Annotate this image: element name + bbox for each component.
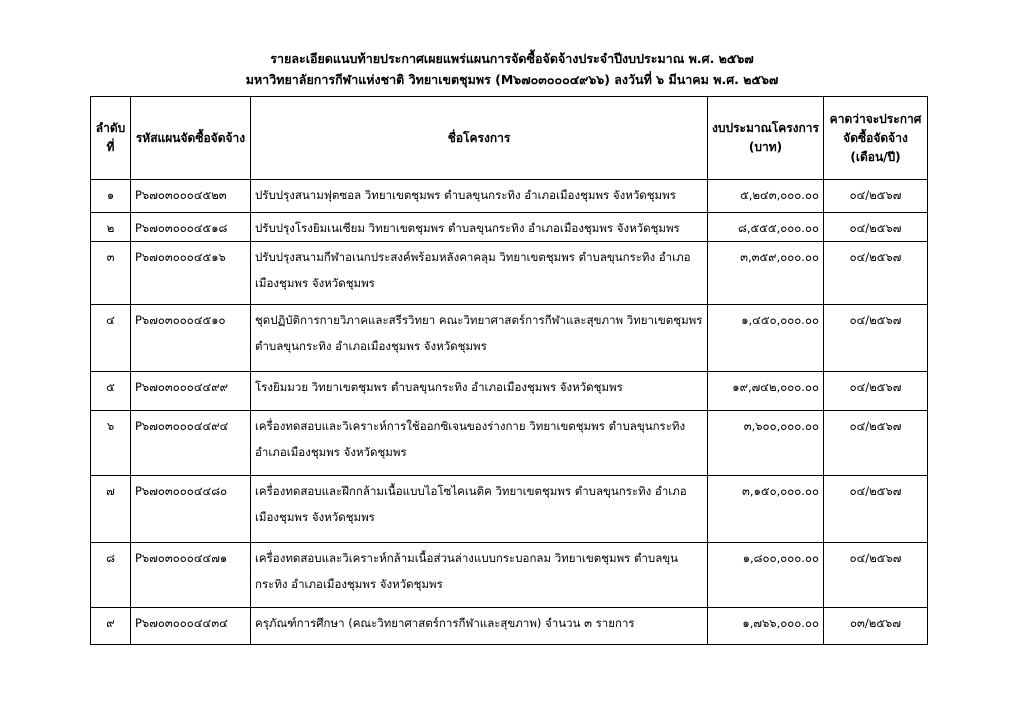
row-date: ๐๔/๒๕๖๗: [824, 180, 928, 213]
row-budget: ๓,๑๕๐,๐๐๐.๐๐: [708, 476, 824, 543]
row-budget: ๓,๓๕๙,๐๐๐.๐๐: [708, 242, 824, 305]
row-date: ๐๔/๒๕๖๗: [824, 305, 928, 372]
row-no: ๖: [91, 411, 131, 476]
row-date: ๐๓/๒๕๖๗: [824, 608, 928, 645]
document-title-line-1: รายละเอียดแนบท้ายประกาศเผยแพร่แผนการจัดซื้อจัดจ้างประจำปีงบประมาณ พ.ศ. ๒๕๖๗: [270, 51, 754, 66]
header-budget: งบประมาณโครงการ (บาท): [708, 97, 824, 180]
row-name: ชุดปฏิบัติการกายวิภาคและสรีรวิทยา คณะวิทยาศาสตร์การกีฬาและสุขภาพ วิทยาเขตชุมพร ตำบลขุนกระทิง อำเภอเมืองชุมพร จังหวัดชุมพร: [251, 305, 708, 372]
row-date: ๐๔/๒๕๖๗: [824, 213, 928, 242]
table-row: [91, 372, 928, 411]
header-date: คาดว่าจะประกาศจัดซื้อจัดจ้าง (เดือน/ปี): [824, 97, 928, 180]
row-code: P๖๗๐๓๐๐๐๔๔๘๐: [131, 476, 251, 543]
table-row: [91, 180, 928, 213]
row-name: ครุภัณฑ์การศึกษา (คณะวิทยาศาสตร์การกีฬาและสุขภาพ) จำนวน ๓ รายการ: [251, 608, 708, 645]
row-date: ๐๔/๒๕๖๗: [824, 476, 928, 543]
row-date: ๐๔/๒๕๖๗: [824, 543, 928, 608]
table-row: [91, 213, 928, 242]
row-code: P๖๗๐๓๐๐๐๔๔๓๔: [131, 608, 251, 645]
row-no: ๓: [91, 242, 131, 305]
row-code: P๖๗๐๓๐๐๐๔๕๑๘: [131, 213, 251, 242]
row-no: ๒: [91, 213, 131, 242]
row-date: ๐๔/๒๕๖๗: [824, 242, 928, 305]
row-name: เครื่องทดสอบและวิเคราะห์กล้ามเนื้อส่วนล่างแบบกระบอกลม วิทยาเขตชุมพร ตำบลขุนกระทิง อำเภอเมืองชุมพร จังหวัดชุมพร: [251, 543, 708, 608]
row-budget: ๑,๔๕๐,๐๐๐.๐๐: [708, 305, 824, 372]
table-row: [91, 476, 928, 543]
procurement-plan-table: [90, 96, 928, 645]
table-row: [91, 543, 928, 608]
row-no: ๗: [91, 476, 131, 543]
row-budget: ๓,๖๐๐,๐๐๐.๐๐: [708, 411, 824, 476]
row-code: P๖๗๐๓๐๐๐๔๕๑๐: [131, 305, 251, 372]
header-name: ชื่อโครงการ: [251, 97, 708, 180]
table-row: [91, 608, 928, 645]
row-no: ๑: [91, 180, 131, 213]
row-code: P๖๗๐๓๐๐๐๔๕๑๖: [131, 242, 251, 305]
row-no: ๕: [91, 372, 131, 411]
row-name: โรงยิมมวย วิทยาเขตชุมพร ตำบลขุนกระทิง อำเภอเมืองชุมพร จังหวัดชุมพร: [251, 372, 708, 411]
table-row: [91, 242, 928, 305]
row-budget: ๕,๒๔๓,๐๐๐.๐๐: [708, 180, 824, 213]
row-date: ๐๔/๒๕๖๗: [824, 411, 928, 476]
row-budget: ๑,๘๐๐,๐๐๐.๐๐: [708, 543, 824, 608]
row-no: ๘: [91, 543, 131, 608]
row-code: P๖๗๐๓๐๐๐๔๔๙๔: [131, 411, 251, 476]
row-name: เครื่องทดสอบและฝึกกล้ามเนื้อแบบไอโซไคเนติค วิทยาเขตชุมพร ตำบลขุนกระทิง อำเภอเมืองชุมพร จังหวัดชุมพร: [251, 476, 708, 543]
table-row: [91, 305, 928, 372]
header-no: ลำดับที่: [91, 97, 131, 180]
row-code: P๖๗๐๓๐๐๐๔๔๙๙: [131, 372, 251, 411]
row-name: เครื่องทดสอบและวิเคราะห์การใช้ออกซิเจนของร่างกาย วิทยาเขตชุมพร ตำบลขุนกระทิง อำเภอเมืองชุมพร จังหวัดชุมพร: [251, 411, 708, 476]
row-budget: ๑,๗๖๖,๐๐๐.๐๐: [708, 608, 824, 645]
table-row: [91, 411, 928, 476]
header-code: รหัสแผนจัดซื้อจัดจ้าง: [131, 97, 251, 180]
row-no: ๙: [91, 608, 131, 645]
document-title-line-2: มหาวิทยาลัยการกีฬาแห่งชาติ วิทยาเขตชุมพร (M๖๗๐๓๐๐๐๔๙๖๖) ลงวันที่ ๖ มีนาคม พ.ศ. ๒๕๖๗: [245, 72, 779, 87]
row-code: P๖๗๐๓๐๐๐๔๕๒๓: [131, 180, 251, 213]
row-name: ปรับปรุงโรงยิมเนเซียม วิทยาเขตชุมพร ตำบลขุนกระทิง อำเภอเมืองชุมพร จังหวัดชุมพร: [251, 213, 708, 242]
row-name: ปรับปรุงสนามกีฬาอเนกประสงค์พร้อมหลังคาคลุม วิทยาเขตชุมพร ตำบลขุนกระทิง อำเภอเมืองชุมพร จังหวัดชุมพร: [251, 242, 708, 305]
row-code: P๖๗๐๓๐๐๐๔๔๗๑: [131, 543, 251, 608]
table-header-row: [91, 97, 928, 180]
row-budget: ๘,๕๕๕,๐๐๐.๐๐: [708, 213, 824, 242]
row-budget: ๑๙,๗๔๒,๐๐๐.๐๐: [708, 372, 824, 411]
row-no: ๔: [91, 305, 131, 372]
row-date: ๐๔/๒๕๖๗: [824, 372, 928, 411]
row-name: ปรับปรุงสนามฟุตซอล วิทยาเขตชุมพร ตำบลขุนกระทิง อำเภอเมืองชุมพร จังหวัดชุมพร: [251, 180, 708, 213]
